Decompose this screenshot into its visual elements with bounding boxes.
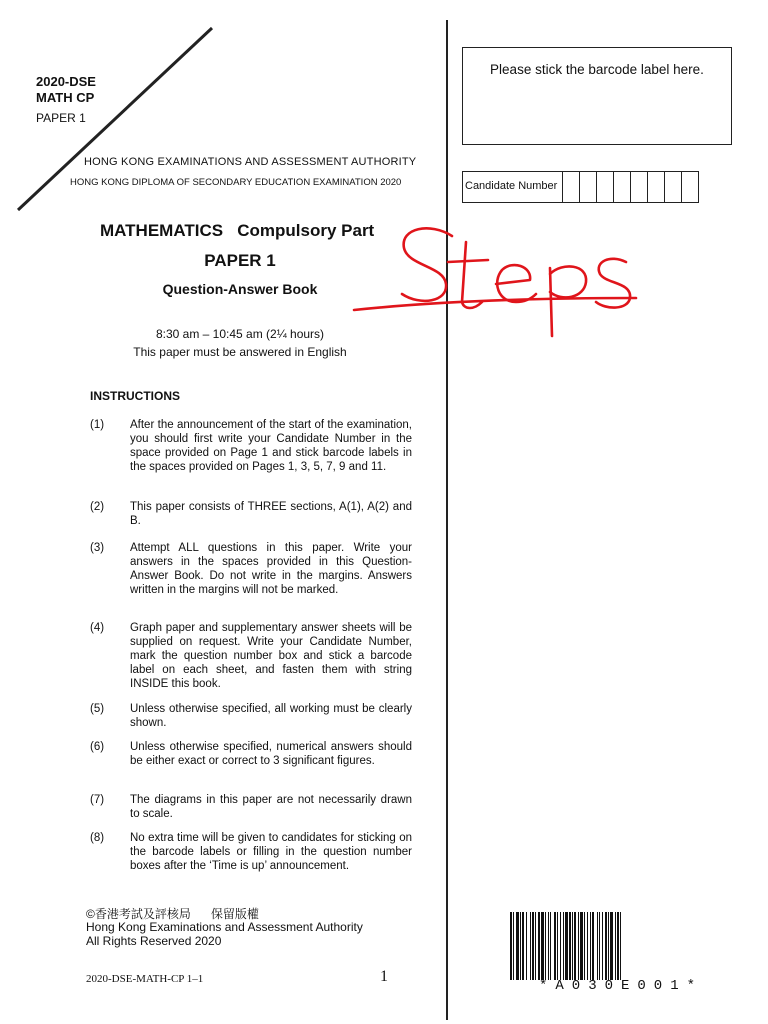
candidate-number-box[interactable] [462,171,699,203]
page-number: 1 [380,968,388,985]
language-note: This paper must be answered in English [133,345,347,359]
paper-title: PAPER 1 [204,251,276,270]
barcode-image [510,912,732,980]
exam-time: 8:30 am – 10:45 am (2¼ hours) [155,327,325,341]
book-title: Question-Answer Book [162,281,318,297]
instruction-item [90,541,412,597]
margin-line [446,20,448,1020]
instruction-text: This paper consists of THREE sections, A(1), A(2) and B. [130,501,412,527]
instruction-text: Attempt ALL questions in this paper. Write your answers in the spaces provided in this Question-Answer Book. Do not write in the margins. Answers written in the margins will not be marked. [130,542,412,596]
instruction-number: (3) [90,542,105,554]
instruction-item [90,418,412,474]
instruction-text: Graph paper and supplementary answer sheets will be supplied on request. Write your Candidate Number, mark the question number box and stick a barcode label on each sheet, and fasten them with string INSIDE this book. [130,622,412,690]
instruction-text: After the announcement of the start of the examination, you should first write your Candidate Number in the space provided on Page 1 and stick barcode labels in the spaces provided on Pages 1, 3, 5, 7, 9 and 11. [130,419,412,473]
copyright-authority: Hong Kong Examinations and Assessment Authority [86,920,363,934]
barcode-label-text: Please stick the barcode label here. [490,62,704,77]
candidate-digit-cell[interactable] [648,172,665,202]
instruction-text: Unless otherwise specified, all working must be clearly shown. [130,703,412,729]
authority-name: HONG KONG EXAMINATIONS AND ASSESSMENT AUTHORITY [84,156,417,168]
barcode-bar [621,912,624,980]
instruction-item [90,702,412,730]
exam-code-block [36,74,96,106]
instruction-item [90,831,412,873]
instruction-number: (6) [90,741,105,753]
candidate-digit-cell[interactable] [631,172,648,202]
candidate-digit-cell[interactable] [563,172,580,202]
instruction-number: (4) [90,622,105,634]
subject-title: MATHEMATICS Compulsory Part [100,221,375,240]
instruction-item [90,621,412,691]
candidate-digit-cell[interactable] [614,172,631,202]
instruction-number: (2) [90,501,105,513]
instruction-item [90,793,412,821]
instruction-item [90,500,412,528]
handwritten-steps-annotation [340,218,640,342]
candidate-digit-cell[interactable] [597,172,614,202]
candidate-number-label: Candidate Number [463,172,563,202]
instruction-number: (1) [90,419,105,431]
candidate-digit-cell[interactable] [665,172,682,202]
paper-code: PAPER 1 [36,111,86,125]
instruction-text: No extra time will be given to candidates for sticking on the barcode labels or filling in the question number boxes after the ‘Time is up’ announcement. [130,832,412,872]
candidate-digit-cell[interactable] [580,172,597,202]
instruction-text: Unless otherwise specified, numerical answers should be either exact or correct to 3 significant figures. [130,741,412,767]
instruction-item [90,740,412,768]
instructions-heading: INSTRUCTIONS [90,389,180,403]
barcode-label-box [462,47,732,145]
instruction-number: (5) [90,703,105,715]
footer-code: 2020-DSE-MATH-CP 1–1 [86,973,204,985]
subject-code: MATH CP [36,90,95,105]
exam-name: HONG KONG DIPLOMA OF SECONDARY EDUCATION EXAMINATION 2020 [70,177,402,188]
barcode-number: *A030E001* [538,978,703,994]
instruction-number: (8) [90,832,105,844]
instruction-text: The diagrams in this paper are not necessarily drawn to scale. [130,794,412,820]
copyright-chinese: ©香港考試及評核局 保留版權 [86,907,259,921]
copyright-rights: All Rights Reserved 2020 [86,934,222,948]
candidate-digit-cell[interactable] [682,172,698,202]
instruction-number: (7) [90,794,105,806]
exam-code: 2020-DSE [36,74,96,89]
